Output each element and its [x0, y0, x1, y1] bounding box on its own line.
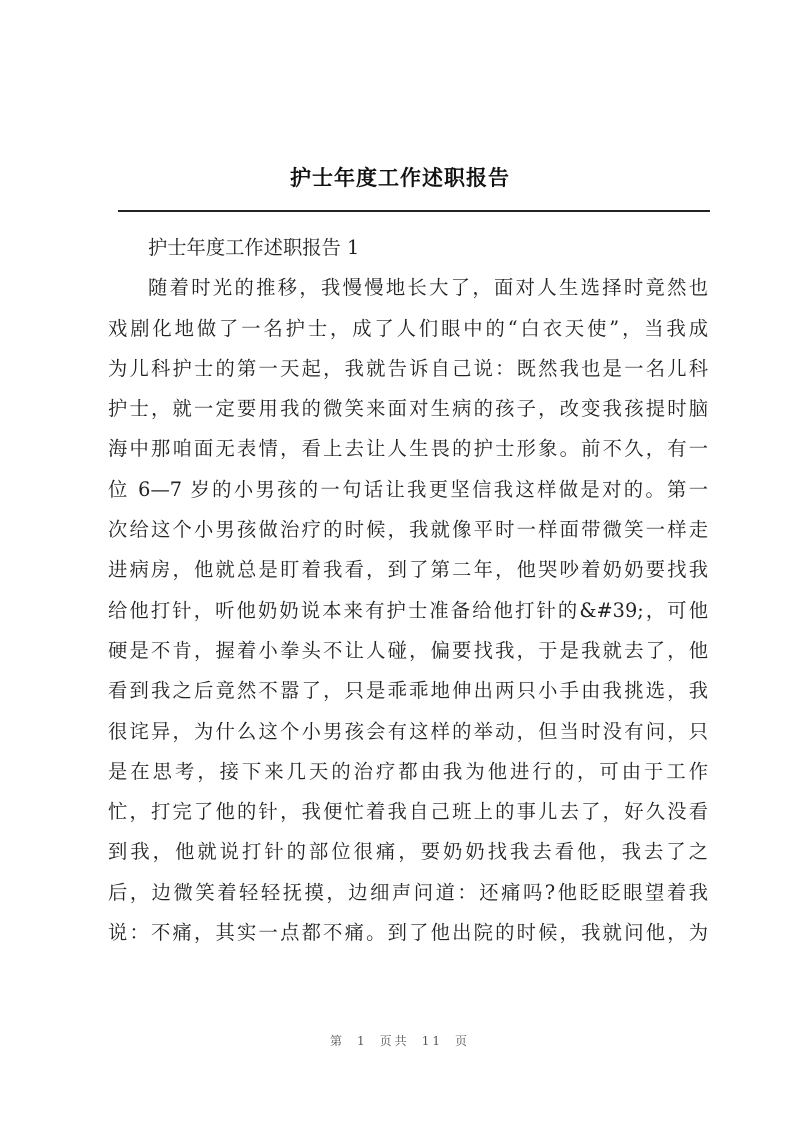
paragraph-line: 很诧异，为什么这个小男孩会有这样的举动，但当时没有问，只: [108, 719, 708, 743]
paragraph-line: 海中那咱面无表情，看上去让人生畏的护士形象。前不久，有一: [108, 437, 708, 461]
paragraph-line: 后，边微笑着轻轻抚摸，边细声问道：还痛吗?他眨眨眼望着我: [108, 880, 708, 904]
section-heading: 护士年度工作述职报告 1: [148, 236, 360, 259]
paragraph-line: 次给这个小男孩做治疗的时候，我就像平时一样面带微笑一样走: [108, 518, 708, 542]
paragraph-line: 是在思考，接下来几天的治疗都由我为他进行的，可由于工作: [108, 759, 708, 783]
paragraph-line: 到我，他就说打针的部位很痛，要奶奶找我去看他，我去了之: [108, 840, 708, 864]
footer-suffix: 页: [454, 1034, 470, 1048]
paragraph-line: 硬是不肯，握着小拳头不让人碰，偏要找我，于是我就去了，他: [108, 638, 708, 662]
footer-total-pages: 11: [421, 1034, 443, 1048]
title-divider: [118, 210, 710, 212]
paragraph-line: 为儿科护士的第一天起，我就告诉自己说：既然我也是一名儿科: [108, 356, 708, 380]
document-body: [108, 228, 708, 953]
paragraph-line: 进病房，他就总是盯着我看，到了第二年，他哭吵着奶奶要找我: [108, 558, 708, 582]
paragraph-line: 忙，打完了他的针，我便忙着我自己班上的事儿去了，好久没看: [108, 800, 708, 824]
document-title: 护士年度工作述职报告: [290, 165, 510, 190]
paragraph-line: 给他打针，听他奶奶说本来有护士准备给他打针的&#39;，可他: [108, 598, 708, 622]
footer-prefix: 第: [330, 1034, 346, 1048]
page-footer: [0, 1032, 800, 1049]
paragraph-line: 说：不痛，其实一点都不痛。到了他出院的时候，我就问他，为: [108, 921, 708, 945]
paragraph-line: 看到我之后竟然不嚣了，只是乖乖地伸出两只小手由我挑选，我: [108, 679, 708, 703]
paragraph-line: 随着时光的推移，我慢慢地长大了，面对人生选择时竟然也: [148, 276, 708, 300]
paragraph-line: 位 6—7 岁的小男孩的一句话让我更坚信我这样做是对的。第一: [108, 477, 708, 501]
footer-middle: 页共: [379, 1034, 410, 1048]
footer-page-number: 1: [357, 1034, 368, 1048]
paragraph-line: 戏剧化地做了一名护士，成了人们眼中的“白衣天使”，当我成: [108, 316, 708, 340]
paragraph-line: 护士，就一定要用我的微笑来面对生病的孩子，改变我孩提时脑: [108, 397, 708, 421]
